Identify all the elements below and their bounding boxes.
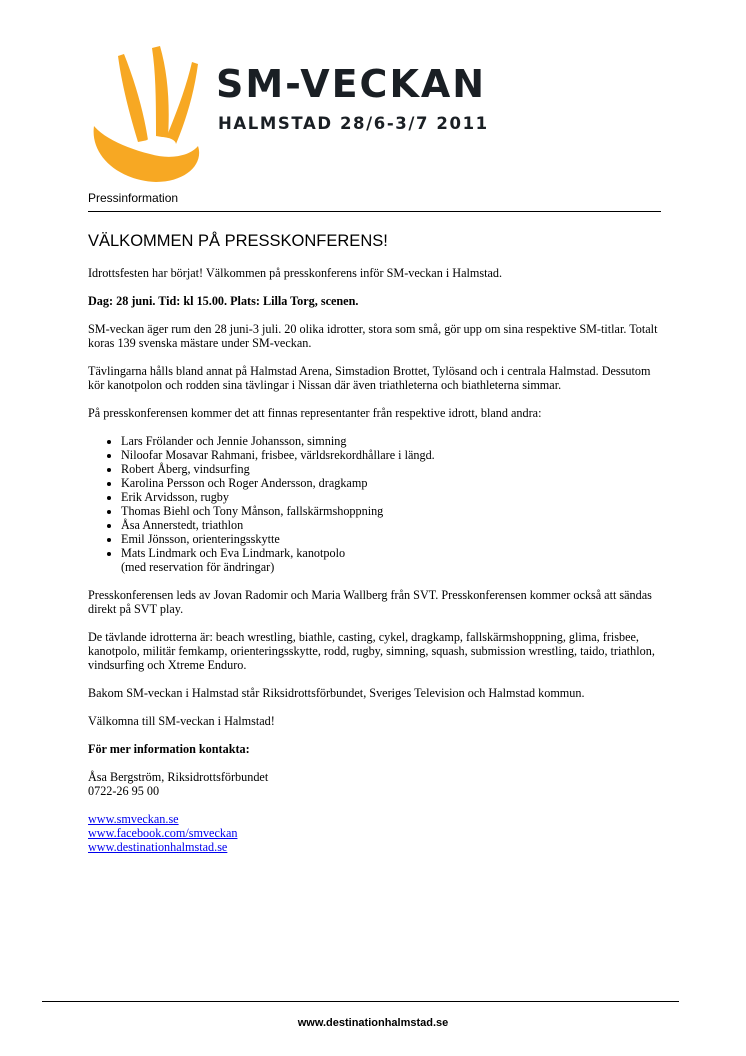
list-item: Niloofar Mosavar Rahmani, frisbee, världsrekordhållare i längd. [121,448,668,462]
sm-veckan-logo [86,44,506,189]
contact-block [88,770,668,798]
list-item-text: Mats Lindmark och Eva Lindmark, kanotpolo [121,546,346,560]
logo-title: SM-VECKAN [216,62,487,106]
list-item: Emil Jönsson, orienteringsskytte [121,532,668,546]
paragraph-representatives-intro: På presskonferensen kommer det att finnas representanter från respektive idrott, bland andra: [88,406,542,420]
contact-phone: 0722-26 95 00 [88,784,160,798]
paragraph-dates: SM-veckan äger rum den 28 juni-3 juli. 20 olika idrotter, stora som små, gör upp om sina respektive SM-titlar. Totalt koras 139 svenska mästare under SM-veckan. [88,322,658,350]
contact-name: Åsa Bergström, Riksidrottsförbundet [88,770,269,784]
list-item: Karolina Persson och Roger Andersson, dragkamp [121,476,668,490]
logo-subtitle: HALMSTAD 28/6-3/7 2011 [218,114,489,133]
paragraph-venues: Tävlingarna hålls bland annat på Halmstad Arena, Simstadion Brottet, Tylösand och i centrala Halmstad. Dessutom kör kanotpolon och rodden sina tävlingar i Nissan där även triathleterna och biathleterna simmar. [88,364,651,392]
list-item: Erik Arvidsson, rugby [121,490,668,504]
list-item [121,546,668,574]
representatives-list [88,434,668,574]
press-release-body [88,231,668,854]
paragraph-welcome: Välkomna till SM-veckan i Halmstad! [88,714,275,728]
paragraph-organizers: Bakom SM-veckan i Halmstad står Riksidrottsförbundet, Sveriges Television och Halmstad kommun. [88,686,585,700]
paragraph-sports: De tävlande idrotterna är: beach wrestling, biathle, casting, cykel, dragkamp, fallskärmshoppning, glima, frisbee, kanotpolo, militär femkamp, orienteringsskytte, rodd, rugby, simning, squash, submission wrestling, taido, triathlon, vindsurfing och Xtreme Enduro. [88,630,655,672]
sm-veckan-emblem-icon [86,44,216,189]
page-title: VÄLKOMMEN PÅ PRESSKONFERENS! [88,232,388,250]
link-facebook[interactable]: www.facebook.com/smveckan [88,826,238,840]
header-divider [88,211,661,212]
reservation-note: (med reservation för ändringar) [121,560,275,574]
list-item: Lars Frölander och Jennie Johansson, simning [121,434,668,448]
list-item: Åsa Annerstedt, triathlon [121,518,668,532]
list-item: Robert Åberg, vindsurfing [121,462,668,476]
footer-url: www.destinationhalmstad.se [297,1017,449,1029]
paragraph-hosts: Presskonferensen leds av Jovan Radomir och Maria Wallberg från SVT. Presskonferensen kommer också att sändas direkt på SVT play. [88,588,652,616]
list-item: Thomas Biehl och Tony Månson, fallskärmshoppning [121,504,668,518]
link-destinationhalmstad[interactable]: www.destinationhalmstad.se [88,840,228,854]
footer-divider [42,1001,679,1002]
contact-heading: För mer information kontakta: [88,742,250,756]
press-label: Pressinformation [88,191,179,205]
intro-paragraph: Idrottsfesten har börjat! Välkommen på presskonferens inför SM-veckan i Halmstad. [88,266,503,280]
link-smveckan[interactable]: www.smveckan.se [88,812,179,826]
event-details: Dag: 28 juni. Tid: kl 15.00. Plats: Lilla Torg, scenen. [88,294,359,308]
link-list [88,812,668,854]
